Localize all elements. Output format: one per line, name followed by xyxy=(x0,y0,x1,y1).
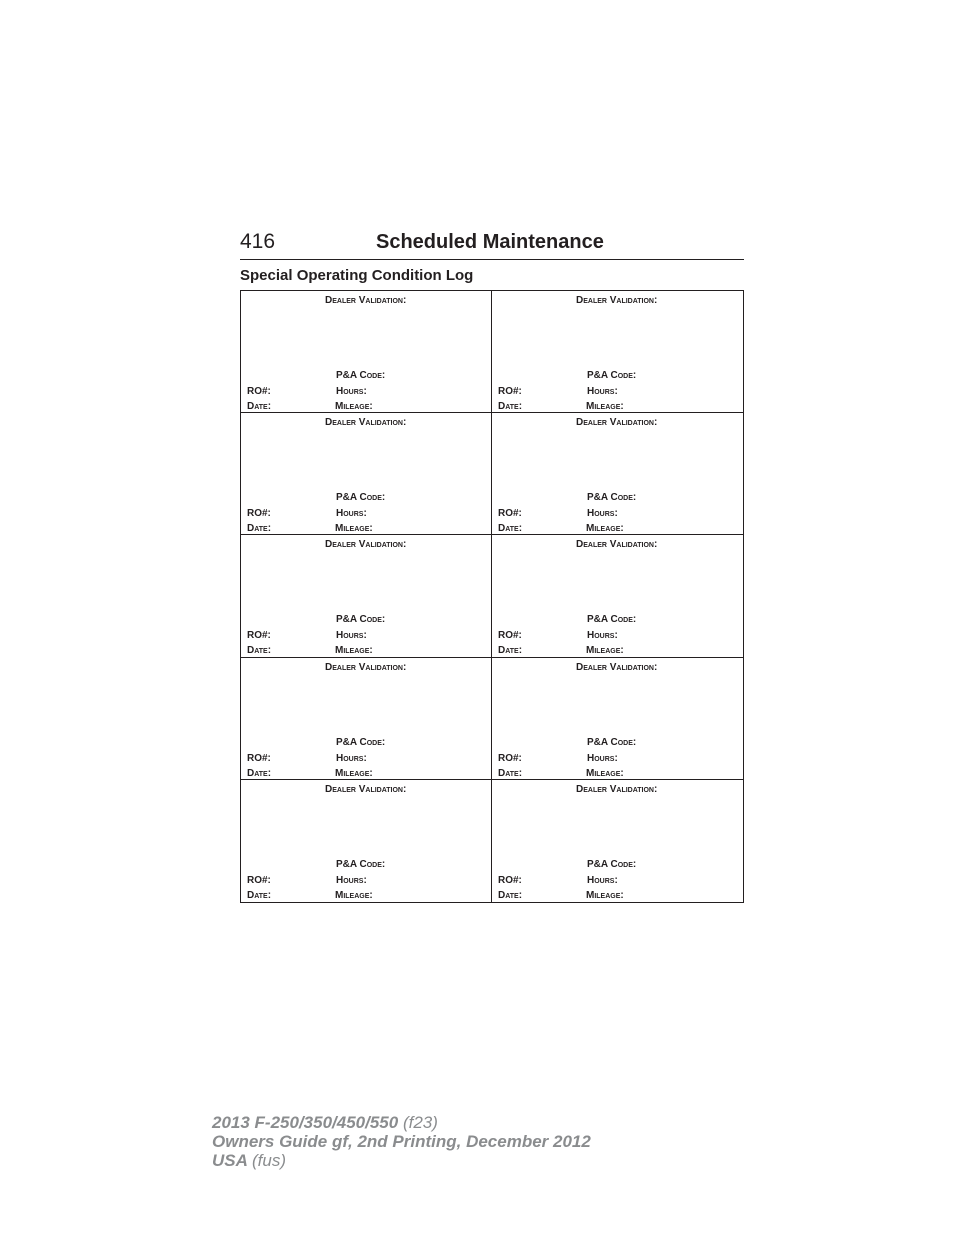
date-label: Date: xyxy=(247,523,272,535)
date-label: Date: xyxy=(247,645,272,657)
dealer-validation-label: Dealer Validation: xyxy=(576,417,658,429)
dealer-validation-label: Dealer Validation: xyxy=(576,661,658,673)
mileage-label: Mileage: xyxy=(335,401,373,412)
pa-code-label: P&A Code: xyxy=(587,370,637,381)
dealer-validation-label: Dealer Validation: xyxy=(325,417,407,429)
pa-code-label: P&A Code: xyxy=(336,492,386,504)
log-entry xyxy=(492,291,743,413)
dealer-validation-label: Dealer Validation: xyxy=(325,295,407,306)
dealer-validation-label: Dealer Validation: xyxy=(325,783,407,795)
dealer-validation-label: Dealer Validation: xyxy=(325,539,407,551)
ro-number-label: RO#: xyxy=(247,508,271,520)
hours-label: Hours: xyxy=(587,752,618,764)
log-entry xyxy=(492,535,743,657)
ro-number-label: RO#: xyxy=(498,508,522,520)
footer-region-code: (fus) xyxy=(252,1151,286,1170)
mileage-label: Mileage: xyxy=(335,645,373,657)
footer-edition: Owners Guide gf, 2nd Printing, December 2012 xyxy=(212,1132,591,1151)
date-label: Date: xyxy=(247,889,272,901)
ro-number-label: RO#: xyxy=(498,752,522,764)
mileage-label: Mileage: xyxy=(586,401,624,412)
hours-label: Hours: xyxy=(336,386,367,397)
hours-label: Hours: xyxy=(336,630,367,642)
hours-label: Hours: xyxy=(587,630,618,642)
date-label: Date: xyxy=(247,401,272,412)
dealer-validation-label: Dealer Validation: xyxy=(576,539,658,551)
ro-number-label: RO#: xyxy=(498,386,522,397)
page-title: Scheduled Maintenance xyxy=(376,231,604,253)
mileage-label: Mileage: xyxy=(335,523,373,535)
dealer-validation-label: Dealer Validation: xyxy=(325,661,407,673)
mileage-label: Mileage: xyxy=(586,645,624,657)
dealer-validation-label: Dealer Validation: xyxy=(576,783,658,795)
pa-code-label: P&A Code: xyxy=(336,370,386,381)
hours-label: Hours: xyxy=(587,874,618,886)
ro-number-label: RO#: xyxy=(247,630,271,642)
date-label: Date: xyxy=(498,889,523,901)
pa-code-label: P&A Code: xyxy=(587,492,637,504)
mileage-label: Mileage: xyxy=(586,889,624,901)
hours-label: Hours: xyxy=(336,874,367,886)
pa-code-label: P&A Code: xyxy=(587,614,637,626)
section-title: Special Operating Condition Log xyxy=(240,267,474,284)
footer-model: 2013 F-250/350/450/550 xyxy=(212,1113,399,1132)
mileage-label: Mileage: xyxy=(586,523,624,535)
hours-label: Hours: xyxy=(587,386,618,397)
log-entry xyxy=(241,291,492,413)
date-label: Date: xyxy=(498,645,523,657)
pa-code-label: P&A Code: xyxy=(336,736,386,748)
hours-label: Hours: xyxy=(336,508,367,520)
pa-code-label: P&A Code: xyxy=(336,614,386,626)
document-footer xyxy=(212,1113,591,1170)
ro-number-label: RO#: xyxy=(498,630,522,642)
mileage-label: Mileage: xyxy=(335,767,373,779)
page-number: 416 xyxy=(240,230,276,253)
footer-model-line xyxy=(212,1113,591,1132)
ro-number-label: RO#: xyxy=(247,874,271,886)
pa-code-label: P&A Code: xyxy=(336,858,386,870)
ro-number-label: RO#: xyxy=(498,874,522,886)
date-label: Date: xyxy=(247,767,272,779)
hours-label: Hours: xyxy=(336,752,367,764)
date-label: Date: xyxy=(498,523,523,535)
log-entry xyxy=(241,658,492,780)
date-label: Date: xyxy=(498,767,523,779)
log-entry xyxy=(241,780,492,902)
mileage-label: Mileage: xyxy=(586,767,624,779)
ro-number-label: RO#: xyxy=(247,386,271,397)
date-label: Date: xyxy=(498,401,523,412)
footer-model-code: (f23) xyxy=(402,1113,438,1132)
log-entry xyxy=(492,780,743,902)
dealer-validation-label: Dealer Validation: xyxy=(576,295,658,306)
pa-code-label: P&A Code: xyxy=(587,736,637,748)
maintenance-log-grid xyxy=(240,290,744,903)
page-header xyxy=(240,228,744,260)
log-entry xyxy=(241,413,492,535)
log-entry xyxy=(492,413,743,535)
mileage-label: Mileage: xyxy=(335,889,373,901)
pa-code-label: P&A Code: xyxy=(587,858,637,870)
log-entry xyxy=(241,535,492,657)
ro-number-label: RO#: xyxy=(247,752,271,764)
log-entry xyxy=(492,658,743,780)
footer-region-line xyxy=(212,1151,591,1170)
hours-label: Hours: xyxy=(587,508,618,520)
footer-region: USA xyxy=(212,1151,248,1170)
